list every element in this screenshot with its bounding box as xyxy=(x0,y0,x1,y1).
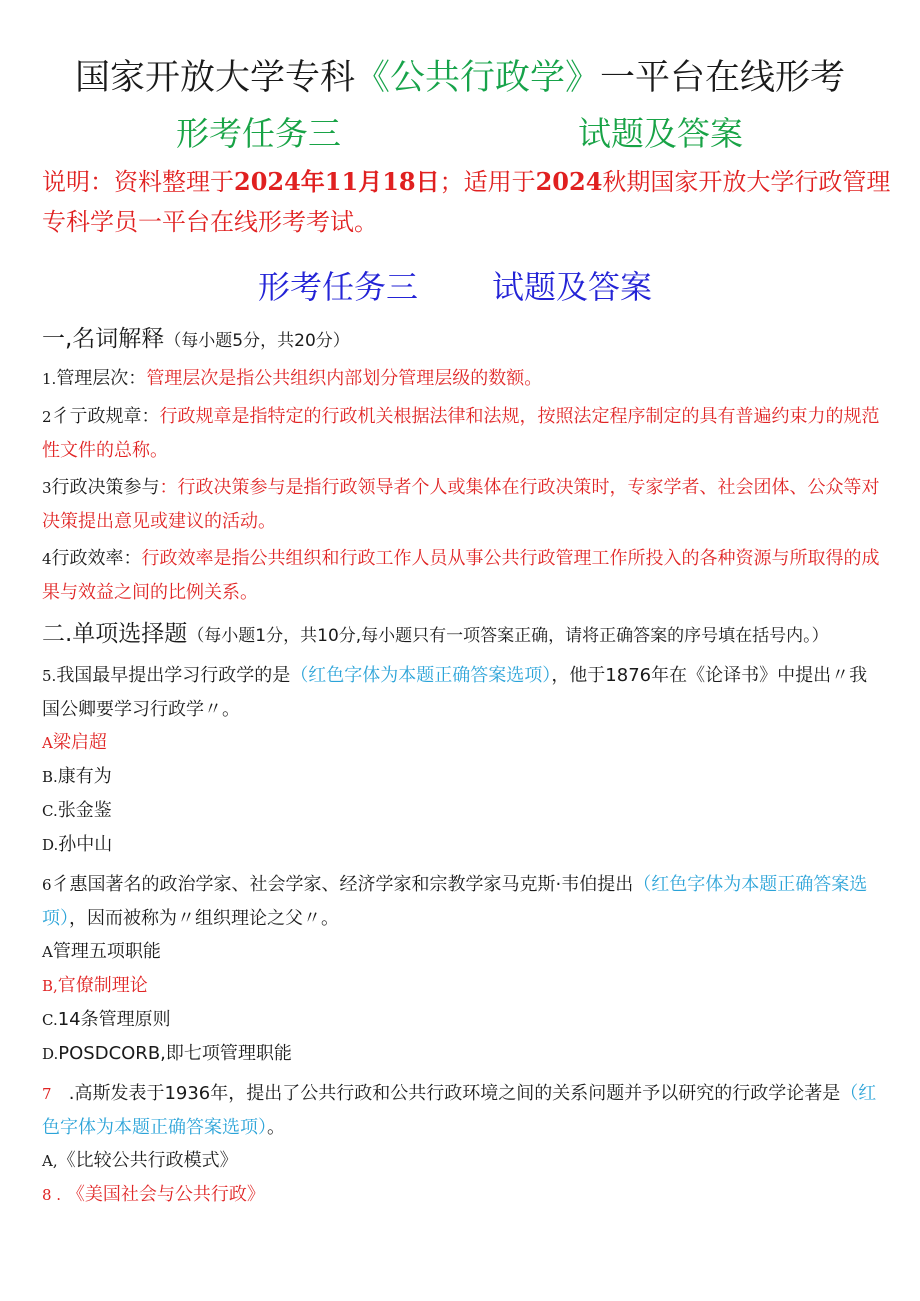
option-key: A xyxy=(42,734,53,752)
option-a xyxy=(42,935,882,969)
option-key: C. xyxy=(42,1011,58,1029)
question-text: 我国最早提出学习行政学的是 xyxy=(56,665,291,686)
option-a xyxy=(42,726,882,760)
option-text: POSDCORB,即七项管理职能 xyxy=(58,1043,292,1064)
item-number: 1. xyxy=(42,370,57,388)
option-key: B. xyxy=(42,768,58,786)
question-number: 7 xyxy=(42,1085,52,1103)
answer-hint: （红色字体为本题正确答案选项） xyxy=(42,874,868,929)
term-name: 管理层次： xyxy=(56,368,147,389)
option-d xyxy=(42,828,882,862)
description-rest: 秋期国家开放大学行政管理专科学员一平台在线形考考试。 xyxy=(42,168,891,236)
subtitle-right: 试题及答案 xyxy=(578,114,743,153)
option-text: 孙中山 xyxy=(58,834,113,855)
option-d xyxy=(42,1037,882,1071)
term-definition: 管理层次是指公共组织内部划分管理层级的数额。 xyxy=(146,368,543,389)
term-item xyxy=(42,362,882,396)
title-prefix: 国家开放大学专科 xyxy=(74,58,355,98)
term-definition: 行政效率是指公共组织和行政工作人员从事公共行政管理工作所投入的各种资源与所取得的成果与效益之间的比例关系。 xyxy=(42,548,880,603)
section-title: 二.单项选择题 xyxy=(42,621,188,647)
question-text-end: 。 xyxy=(267,1117,285,1138)
question-5 xyxy=(42,659,882,726)
question-number: 6 xyxy=(42,876,52,894)
term-name: 行政决策参与 xyxy=(51,477,160,498)
term-name: 行政效率： xyxy=(51,548,142,569)
description-term-year: 2024 xyxy=(535,167,603,196)
document-title xyxy=(0,50,920,100)
question-text-end: ，因而被称为〃组织理论之父〃。 xyxy=(69,908,339,929)
term-item xyxy=(42,471,882,538)
option-a xyxy=(42,1144,882,1178)
option-b xyxy=(42,760,882,794)
task-heading xyxy=(0,262,920,312)
option-text: 管理五项职能 xyxy=(52,941,161,962)
term-definition: 行政规章是指特定的行政机关根据法律和法规，按照法定程序制定的具有普遍约束力的规范性文件的总称。 xyxy=(42,406,880,461)
option-key: A xyxy=(42,943,53,961)
subtitle-left: 形考任务三 xyxy=(176,114,341,153)
title-suffix: 一平台在线形考 xyxy=(600,58,846,98)
question-text-end: ，他于1876年在《论译书》中提出〃我国公卿要学习行政学〃。 xyxy=(42,665,868,720)
option-key: A, xyxy=(42,1152,58,1170)
option-key: B, xyxy=(42,977,58,995)
description-note xyxy=(42,162,892,242)
question-number: 5. xyxy=(42,667,57,685)
option-text: 官僚制理论 xyxy=(57,975,148,996)
description-label: 说明：资料整理于 xyxy=(42,168,234,196)
task-heading-left: 形考任务三 xyxy=(258,268,419,306)
option-text: 《比较公共行政模式》 xyxy=(57,1150,238,1171)
option-key: D. xyxy=(42,1045,59,1063)
section-title: 一,名词解释 xyxy=(42,326,165,352)
question-6 xyxy=(42,868,882,935)
answer-hint: （红色字体为本题正确答案选项） xyxy=(42,1083,877,1138)
option-text: 张金鉴 xyxy=(57,800,112,821)
option-key: 8 . xyxy=(42,1186,62,1204)
task-heading-right: 试题及答案 xyxy=(492,268,653,306)
option-key: D. xyxy=(42,836,59,854)
option-b xyxy=(42,1178,882,1212)
option-text: 《美国社会与公共行政》 xyxy=(66,1184,265,1205)
question-text: .高斯发表于1936年，提出了公共行政和公共行政环境之间的关系问题并予以研究的行政学论著是 xyxy=(68,1083,841,1104)
option-text: 梁启超 xyxy=(52,732,107,753)
term-item xyxy=(42,542,882,609)
option-c xyxy=(42,1003,882,1037)
item-number: 2 xyxy=(42,408,52,426)
option-c xyxy=(42,794,882,828)
question-text: 彳惠国著名的政治学家、社会学家、经济学家和宗教学家马克斯·韦伯提出 xyxy=(51,874,634,895)
section-note: （每小题1分，共10分,每小题只有一项答案正确，请将正确答案的序号填在括号内。） xyxy=(187,626,829,646)
option-b xyxy=(42,969,882,1003)
description-mid: ；适用于 xyxy=(439,168,536,196)
question-7 xyxy=(42,1077,882,1144)
description-date: 2024年11月18日 xyxy=(234,167,440,196)
section-heading-2 xyxy=(42,617,882,653)
item-number: 4 xyxy=(42,550,52,568)
title-course-name: 《公共行政学》 xyxy=(354,58,600,98)
section-heading-1 xyxy=(42,322,882,358)
section-note: （每小题5分，共20分） xyxy=(164,331,350,351)
answer-hint: （红色字体为本题正确答案选项） xyxy=(290,665,552,686)
option-text: 14条管理原则 xyxy=(57,1009,171,1030)
question-content xyxy=(42,322,882,1212)
option-key: C. xyxy=(42,802,58,820)
term-item xyxy=(42,400,882,467)
term-name: 彳亍政规章： xyxy=(51,406,160,427)
subtitle xyxy=(0,108,920,156)
item-number: 3 xyxy=(42,479,52,497)
term-definition: ：行政决策参与是指行政领导者个人或集体在行政决策时，专家学者、社会团体、公众等对决策提出意见或建议的活动。 xyxy=(42,477,880,532)
option-text: 康有为 xyxy=(57,766,112,787)
